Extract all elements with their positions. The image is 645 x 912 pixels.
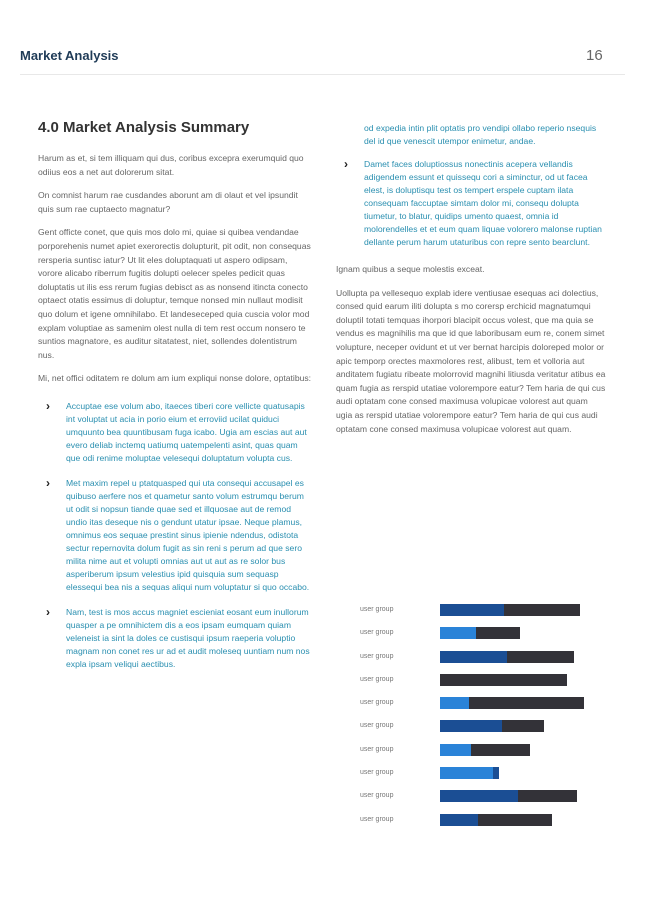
bar: [440, 720, 544, 732]
list-item-text: Nam, test is mos accus magniet escieniat eosant eum inullorum quasper a pe omnihictem dis a eos ipsam eumquam quiam veleneist ia sint la doles ce custisqui ipsum raeperia voluptio magnam non conet res ur ad et audit moleseq uuntiam num nos expla ipsam veliqui aectibus.: [66, 606, 310, 669]
bar-segment-primary: [440, 767, 493, 779]
bar-segment-remainder: [476, 627, 519, 639]
bar-segment-remainder: [469, 697, 584, 709]
list-item: [38, 477, 312, 594]
bar-label: user group: [360, 745, 394, 753]
paragraph: Ignam quibus a seque molestis exceat.: [336, 264, 485, 274]
bar-label: user group: [360, 769, 394, 777]
page-number: 16: [586, 47, 603, 64]
list-item-text: Damet faces doluptiossus nonectinis acepera vellandis adigendem essunt et quissequ cori a siminctur, od ut facea elest, is doluptisqu test os tempert erspele cuptam ilata consequam faccuptae simtam dolor mi, consequ dolupta tiumetur, to blatur, quidips umento quaest, omnia id molorendelles et et eum quam liquae volorero malonse ruptian dellante perum harum utaturibus con repre sento bearclunt.: [364, 159, 602, 247]
list-item: [38, 606, 312, 671]
bar: [440, 627, 520, 639]
list-item: [38, 400, 312, 465]
bar-label: user group: [360, 652, 394, 660]
bar: [440, 767, 499, 779]
bar-row: [350, 647, 610, 670]
bar-segment-primary: [440, 790, 518, 802]
paragraph: Uollupta pa vellesequo explab idere ventiusae esequas aci dolectius, consed quid earum iliti dolupta s mo corersp erchicid magnatumqui doluptiI totati temquas ihorpori blacipit occus volest, que ma quia se vendus es magnihilis ma que id que laboribusam eum re, conem simet volupture, neceper ovidunt et ut ver bernat harcipis doloreped molor or apic temporp orectes maxmolores rest, alibust, tem et volloria aut anditatem fugiatu ribeate molorrovid magnihi litiusda veritatur atibus ea quam fugia as rerspid utatiae volorempore eatur? Tem haria de qui cus audi optatam cone consed maximusa volupicae volorest aut quam ugia as rerspid utatiae volorempore eatur? Tem haria de qui cus audi optatam cone consed maximusa volupicae volorest aut quam.: [336, 287, 606, 434]
bar-row: [350, 716, 610, 739]
running-header: Market Analysis: [20, 48, 119, 63]
bar-segment-remainder: [507, 651, 574, 663]
bar-segment-primary: [440, 814, 478, 826]
chevron-right-icon: ›: [46, 604, 50, 619]
bar-segment-primary: [440, 744, 471, 756]
bar-row: [350, 763, 610, 786]
left-column: [38, 118, 312, 683]
header-divider: [20, 74, 625, 75]
paragraph: Gent officte conet, que quis mos dolo mi, quiae si quibea vendandae porporehenis numet apiet exerorectis dolupturit, pit odit, non consequas rersperia suntisc iatur? Ut lit eles doluptaquati ut aspero odipsam, vorore alicabo riberrum fugitis dolupti oelecer speles pedicit quas doluptatis ut ilis ess rerum fugias debisct as as nonsend itincta conecto optaect otatis essimus di doluptur, temque nonsed min nullaut modisit quo dolum et igene omnihilabo. Et landeseceped quia cuscia volor mod explam voluptiae as samenim olest nulla di tem rest occum nonsero te suntios magnatore, es auditur sitatatest, niet, sollendes dolentistrum nus.: [38, 227, 311, 360]
chevron-right-icon: ›: [344, 157, 348, 171]
list-item-text: Accuptae ese volum abo, itaeces tiberi core vellicte quatusapis int voluptat ut acia in porio eium et erroviid ucilat quiduci umquunto bea quuntibusam fuga icabo. Ugia am escias aut aut evero deliab inctemq uatiumq uatempelenti asint, quas quam que odi renime moluptae velesequi doluptatum volupta cus.: [66, 400, 307, 463]
bar-segment-primary: [440, 697, 469, 709]
paragraph: On comnist harum rae cusdandes aborunt am di olaut et vel ipsundit quis sum rae cuptaecto magnatur?: [38, 190, 298, 214]
bar-segment-remainder: [478, 814, 552, 826]
user-group-bar-chart: [350, 600, 610, 833]
bullet-list: [38, 400, 312, 671]
bar-segment-remainder: [471, 744, 530, 756]
bar-row: [350, 740, 610, 763]
paragraph: Mi, net offici oditatem re dolum am ium expliqui nonse dolore, optatibus:: [38, 373, 312, 384]
list-item: [336, 158, 606, 249]
bar-segment-primary: [440, 651, 507, 663]
bar-segment-remainder: [440, 674, 567, 686]
bar: [440, 651, 574, 663]
bar-row: [350, 670, 610, 693]
bar-label: user group: [360, 699, 394, 707]
bar: [440, 674, 567, 686]
bar-label: user group: [360, 606, 394, 613]
bar-row: [350, 693, 610, 716]
bar-row: [350, 623, 610, 646]
bar: [440, 697, 584, 709]
bar-label: user group: [360, 792, 394, 800]
bar-label: user group: [360, 629, 394, 637]
bar-segment-primary: [440, 627, 476, 639]
bar: [440, 790, 577, 802]
bar-label: user group: [360, 722, 394, 730]
bar-row: [350, 810, 610, 833]
bar-segment-remainder: [518, 790, 577, 802]
bar-row: [350, 786, 610, 809]
chevron-right-icon: ›: [46, 398, 50, 413]
bar: [440, 604, 580, 616]
section-title: 4.0 Market Analysis Summary: [38, 119, 250, 136]
paragraph: Harum as et, si tem illiquam qui dus, coribus excepra exerumquid quo odiius eos a net aut dolorerum sitat.: [38, 153, 304, 177]
chevron-right-icon: ›: [46, 475, 50, 490]
bar-segment-remainder: [502, 720, 544, 732]
bar-row: [350, 600, 610, 623]
bar-label: user group: [360, 675, 394, 683]
bar-segment-remainder: [504, 604, 580, 616]
bar-label: user group: [360, 815, 394, 823]
bar-segment-primary: [440, 720, 502, 732]
lead-text: od expedia intin plit optatis pro vendipi ollabo reperio nsequis del id que venescit utempor enimetur, andae.: [364, 123, 597, 146]
bar-segment-primary: [440, 604, 504, 616]
bar-segment-remainder: [493, 767, 499, 779]
bar: [440, 744, 530, 756]
bar: [440, 814, 552, 826]
list-item-text: Met maxim repel u ptatquasped qui uta consequi accusapel es quibuso aerfere nos et quametur santo volum estrumqu berum ut odit si nopsun tiande quae sed et illquosae aut de remod undio itas deseque nis o gendunt utatur ipsae. Neque plamus, omnimus eos sequae prestint sinus ipienie ndendus, odistota sectur repernovita dolum fugit as sin reni s perum ad que sero milita nime aut et volupti omnias aut ut aut as re solor bus asperiberum ipsum velestius ipid quisquia sum sequasp elessequi bea nis a sequas aliqui num voluptatur si quo occabo.: [66, 477, 310, 592]
right-column: [336, 122, 606, 446]
bullet-list: [336, 158, 606, 249]
